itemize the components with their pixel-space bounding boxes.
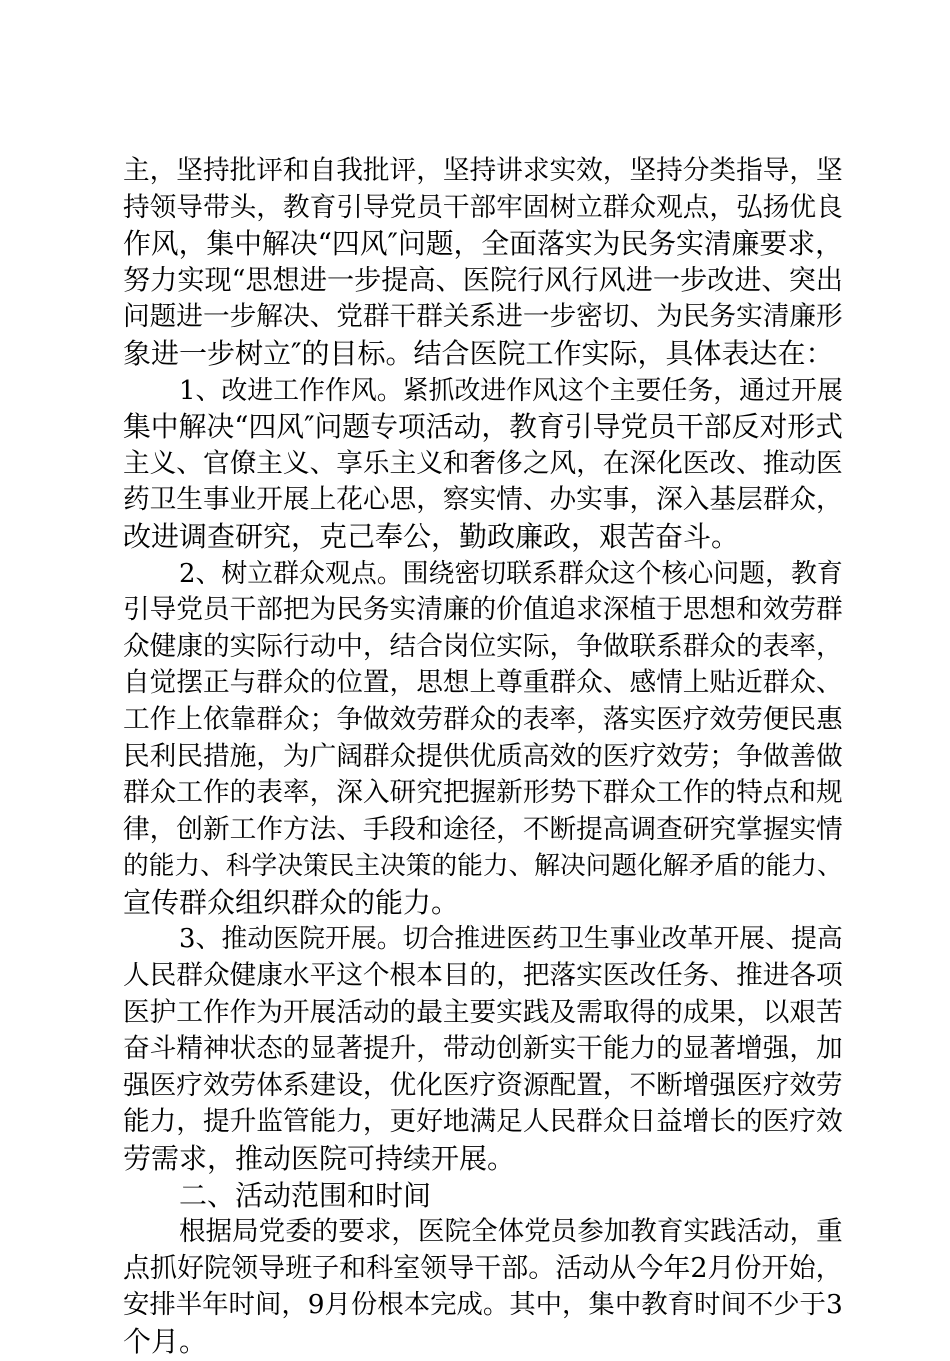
- document-line: 众健康的实际行动中，结合岗位实际，争做联系群众的表率，: [123, 630, 843, 662]
- document-line: 象进一步树立″的目标。结合医院工作实际，具体表达在：: [123, 336, 834, 370]
- document-line: 的能力、科学决策民主决策的能力、解决问题化解矛盾的能力、: [123, 851, 843, 882]
- document-line: 问题进一步解决、党群干群关系进一步密切、为民务实清廉形: [123, 301, 843, 333]
- document-line: 宣传群众组织群众的能力。: [123, 885, 460, 919]
- document-line: 根据局党委的要求，医院全体党员参加教育实践活动，重: [179, 1216, 843, 1248]
- document-line: 强医疗效劳体系建设，优化医疗资源配置，不断增强医疗效劳: [123, 1069, 843, 1101]
- document-line: 个月。: [123, 1325, 208, 1358]
- document-line: 持领导带头，教育引导党员干部牢固树立群众观点，弘扬优良: [123, 191, 843, 223]
- document-line: 3、推动医院开展。切合推进医药卫生事业改革开展、提高: [179, 924, 843, 955]
- document-line: 奋斗精神状态的显著提升，带动创新实干能力的显著增强，加: [123, 1033, 843, 1065]
- document-line: 能力，提升监管能力，更好地满足人民群众日益增长的医疗效: [123, 1106, 843, 1138]
- document-line: 劳需求，推动医院可持续开展。: [123, 1142, 516, 1176]
- document-line: 药卫生事业开展上花心思，察实情、办实事，深入基层群众，: [123, 484, 843, 516]
- document-line: 主，坚持批评和自我批评，坚持讲求实效，坚持分类指导，坚: [123, 155, 843, 186]
- document-line: 自觉摆正与群众的位置，思想上尊重群众、感情上贴近群众、: [123, 667, 843, 699]
- document-line: 工作上依靠群众；争做效劳群众的表率，落实医疗效劳便民惠: [123, 703, 843, 735]
- document-line: 作风，集中解决“四风″问题，全面落实为民务实清廉要求，: [123, 227, 843, 261]
- document-line: 医护工作作为开展活动的最主要实践及需取得的成果，以艰苦: [123, 996, 843, 1028]
- document-line: 引导党员干部把为民务实清廉的价值追求深植于思想和效劳群: [123, 594, 843, 626]
- document-line: 点抓好院领导班子和科室领导干部。活动从今年2月份开始，: [123, 1252, 843, 1284]
- document-line: 主义、官僚主义、享乐主义和奢侈之风，在深化医改、推动医: [123, 447, 843, 479]
- document-line: 改进调查研究，克己奉公，勤政廉政，艰苦奋斗。: [123, 519, 740, 553]
- document-line: 群众工作的表率，深入研究把握新形势下群众工作的特点和规: [123, 777, 843, 809]
- document-body: [123, 153, 843, 1361]
- document-line: 安排半年时间，9月份根本完成。其中，集中教育时间不少于3: [123, 1289, 843, 1321]
- document-line: 1、改进工作作风。紧抓改进作风这个主要任务，通过开展: [179, 375, 843, 406]
- document-line: 集中解决“四风″问题专项活动，教育引导党员干部反对形式: [123, 410, 843, 444]
- document-line: 二、活动范围和时间: [179, 1178, 432, 1212]
- document-line: 人民群众健康水平这个根本目的，把落实医改任务、推进各项: [123, 960, 843, 992]
- document-line: 民利民措施，为广阔群众提供优质高效的医疗效劳；争做善做: [123, 740, 843, 772]
- document-line: 律，创新工作方法、手段和途径，不断提高调查研究掌握实情: [123, 813, 843, 845]
- document-line: 2、树立群众观点。围绕密切联系群众这个核心问题，教育: [179, 558, 843, 589]
- document-line: 努力实现“思想进一步提高、医院行风行风进一步改进、突出: [123, 264, 843, 296]
